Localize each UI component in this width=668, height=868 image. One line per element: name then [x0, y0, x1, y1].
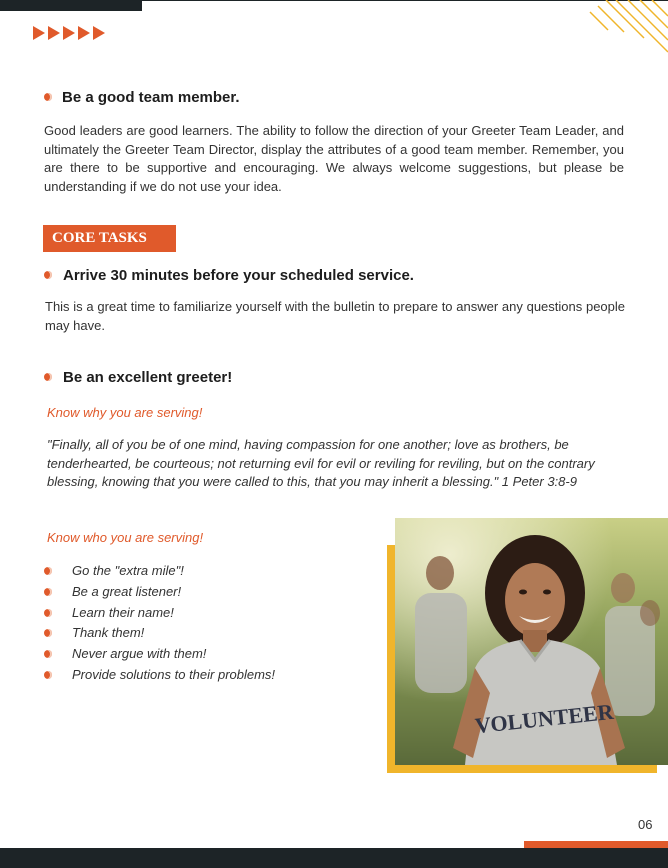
- list-item-text: Never argue with them!: [72, 646, 207, 661]
- bullet-icon: [44, 629, 52, 637]
- paragraph-arrive: This is a great time to familiarize yourself with the bulletin to prepare to answer any questions people may have.: [45, 299, 625, 333]
- why-serving-label: Know why you are serving!: [47, 405, 203, 420]
- volunteer-photo: [395, 518, 668, 765]
- bullet-icon: [44, 271, 52, 279]
- top-bar: [0, 0, 142, 11]
- shirt-text: VOLUNTEER: [473, 698, 615, 739]
- heading-arrive: Arrive 30 minutes before your scheduled service.: [63, 267, 414, 284]
- footer-bar: [0, 848, 668, 868]
- heading-team-member: Be a good team member.: [62, 89, 240, 106]
- paragraph-team-member: Good leaders are good learners. The ability to follow the direction of your Greeter Team Leader, and ultimately the Greeter Team Director, display the attributes of a good team member. Remember, you are there to be supportive and encouraging. We always welcome suggestions, but please be understanding if we do not use your idea.: [44, 123, 624, 194]
- list-item-text: Go the "extra mile"!: [72, 563, 184, 578]
- who-serving-label: Know who you are serving!: [47, 530, 204, 545]
- arrow-icon: [93, 26, 105, 40]
- bullet-icon: [44, 650, 52, 658]
- page-number: 06: [638, 817, 653, 832]
- bullet-icon: [44, 373, 52, 381]
- bullet-icon: [44, 567, 52, 575]
- scripture-quote: "Finally, all of you be of one mind, having compassion for one another; love as brothers, be tenderhearted, be courteous; not returning evil for evil or reviling for reviling, but on the contrary blessing, knowing that you were called to this, that you may inherit a blessing." 1 Peter 3:8-9: [47, 437, 595, 489]
- bullet-icon: [44, 671, 52, 679]
- list-item-text: Be a great listener!: [72, 584, 182, 599]
- bullet-icon: [44, 93, 52, 101]
- list-item-text: Learn their name!: [72, 605, 174, 620]
- stripes-decoration: [578, 0, 668, 80]
- list-item-text: Thank them!: [72, 625, 145, 640]
- arrow-icon: [33, 26, 45, 40]
- arrow-icon: [48, 26, 60, 40]
- arrow-decoration: [33, 26, 105, 40]
- arrow-icon: [63, 26, 75, 40]
- arrow-icon: [78, 26, 90, 40]
- list-item-text: Provide solutions to their problems!: [72, 667, 276, 682]
- footer-accent-bar: [524, 841, 668, 848]
- bullet-icon: [44, 588, 52, 596]
- bullet-icon: [44, 609, 52, 617]
- heading-excellent-greeter: Be an excellent greeter!: [63, 369, 233, 386]
- core-tasks-label: CORE TASKS: [43, 225, 176, 252]
